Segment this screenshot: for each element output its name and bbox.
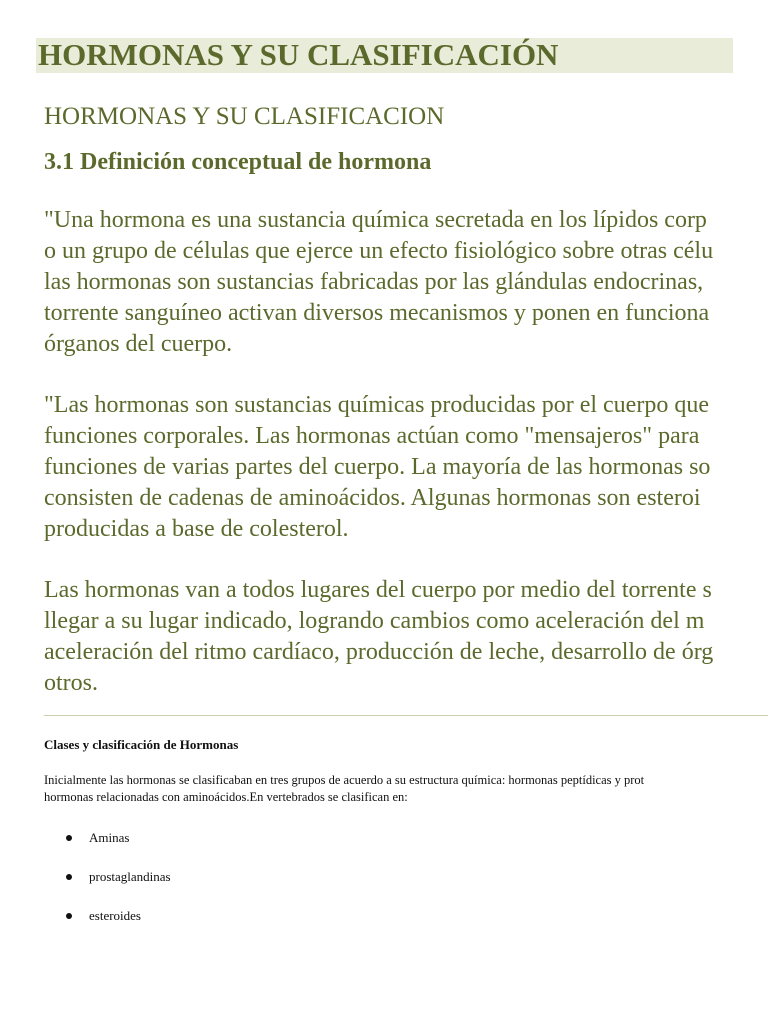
bullet-icon (66, 874, 72, 880)
paragraph-line: torrente sanguíneo activan diversos mecanismos y ponen en funciona (44, 300, 710, 326)
paragraph-line: o un grupo de células que ejerce un efecto fisiológico sobre otras célu (44, 238, 714, 264)
article-subtitle: HORMONAS Y SU CLASIFICACION (44, 103, 445, 130)
paragraph-definition-2 (44, 390, 768, 545)
classes-intro (44, 772, 768, 806)
bullet-icon (66, 913, 72, 919)
paragraph-definition-1 (44, 205, 768, 360)
intro-line: Inicialmente las hormonas se clasificaban en tres grupos de acuerdo a su estructura química: hormonas peptídicas y prot (44, 773, 645, 787)
paragraph-line: otros. (44, 670, 98, 696)
paragraph-line: funciones corporales. Las hormonas actúan como "mensajeros" para (44, 423, 700, 449)
page-title: HORMONAS Y SU CLASIFICACIÓN (38, 37, 559, 72)
article-content (44, 100, 768, 699)
section-divider (44, 715, 768, 716)
paragraph-line: órganos del cuerpo. (44, 331, 233, 357)
list-item (44, 828, 768, 848)
list-item-label: Aminas (89, 830, 130, 845)
paragraph-line: las hormonas son sustancias fabricadas por las glándulas endocrinas, (44, 269, 704, 295)
bullet-icon (66, 835, 72, 841)
classes-section (44, 735, 768, 945)
section-heading: 3.1 Definición conceptual de hormona (44, 149, 432, 175)
paragraph-line: producidas a base de colesterol. (44, 516, 349, 542)
paragraph-line: consisten de cadenas de aminoácidos. Algunas hormonas son esteroi (44, 485, 701, 511)
paragraph-line: funciones de varias partes del cuerpo. La mayoría de las hormonas so (44, 454, 711, 480)
list-item-label: esteroides (89, 908, 141, 923)
paragraph-line: Las hormonas van a todos lugares del cuerpo por medio del torrente s (44, 577, 712, 603)
list-item (44, 867, 768, 887)
list-item (44, 906, 768, 926)
paragraph-line: "Una hormona es una sustancia química secretada en los lípidos corp (44, 207, 707, 233)
list-item-label: prostaglandinas (89, 869, 171, 884)
intro-line: hormonas relacionadas con aminoácidos.En vertebrados se clasifican en: (44, 790, 408, 804)
paragraph-line: aceleración del ritmo cardíaco, producción de leche, desarrollo de órg (44, 639, 714, 665)
paragraph-line: "Las hormonas son sustancias químicas producidas por el cuerpo que (44, 392, 709, 418)
classes-heading: Clases y clasificación de Hormonas (44, 737, 239, 752)
classification-list (44, 828, 768, 926)
paragraph-definition-3 (44, 575, 768, 699)
paragraph-line: llegar a su lugar indicado, logrando cambios como aceleración del m (44, 608, 705, 634)
